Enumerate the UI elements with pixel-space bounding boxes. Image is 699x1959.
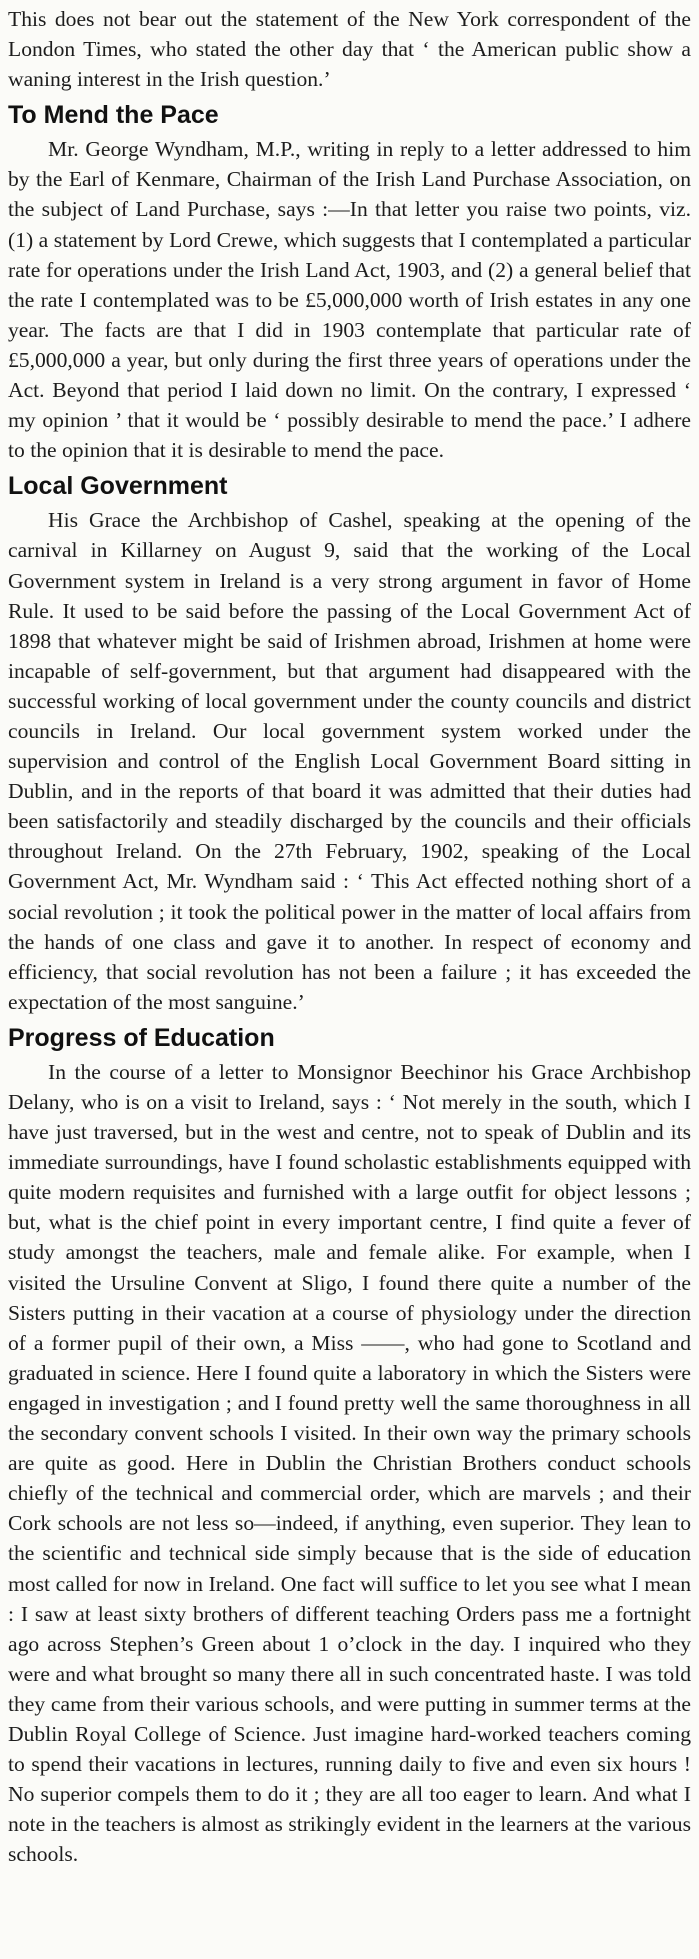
- paragraph-progress-of-education: In the course of a letter to Monsignor Beechinor his Grace Archbishop Delany, who is on a visit to Ireland, says : ‘ Not merely in the south, which I have just traversed, but in the west and centre, not to speak of Dublin and its immediate surroundings, have I found scholastic establishments equipped with quite modern requisites and furnished with a large outfit for object lessons ; but, what is the chief point in every important centre, I find quite a fever of study amongst the teachers, male and female alike. For example, when I visited the Ursuline Convent at Sligo, I found there quite a number of the Sisters putting in their vacation at a course of physiology under the direction of a former pupil of their own, a Miss ——, who had gone to Scotland and graduated in science. Here I found quite a laboratory in which the Sisters were engaged in investigation ; and I found pretty well the same thoroughness in all the secondary convent schools I visited. In their own way the primary schools are quite as good. Here in Dublin the Christian Brothers conduct schools chiefly of the technical and commercial order, which are marvels ; and their Cork schools are not less so—indeed, if anything, even superior. They lean to the scientific and technical side simply because that is the side of education most called for now in Ireland. One fact will suffice to let you see what I mean : I saw at least sixty brothers of different teaching Orders pass me a fortnight ago across Stephen’s Green about 1 o’clock in the day. I inquired who they were and what brought so many there all in such concentrated haste. I was told they came from their various schools, and were putting in summer terms at the Dublin Royal College of Science. Just imagine hard-worked teachers coming to spend their vacations in lectures, running daily to five and even six hours ! No superior compels them to do it ; they are all too eager to learn. And what I note in the teachers is almost as strikingly evident in the learners at the various schools.: [8, 1059, 691, 1867]
- paragraph-to-mend-the-pace: Mr. George Wyndham, M.P., writing in reply to a letter addressed to him by the Earl of Kenmare, Chairman of the Irish Land Purchase Association, on the subject of Land Purchase, says :—In that letter you raise two points, viz. (1) a statement by Lord Crewe, which suggests that I contemplated a particular rate for operations under the Irish Land Act, 1903, and (2) a general belief that the rate I contemplated was to be £5,000,000 worth of Irish estates in any one year. The facts are that I did in 1903 contemplate that particular rate of £5,000,000 a year, but only during the first three years of operations under the Act. Beyond that period I laid down no limit. On the contrary, I expressed ‘ my opinion ’ that it would be ‘ possibly desirable to mend the pace.’ I adhere to the opinion that it is desirable to mend the pace.: [8, 137, 691, 463]
- paragraph-local-government: His Grace the Archbishop of Cashel, speaking at the opening of the carnival in Killarney on August 9, said that the working of the Local Government system in Ireland is a very strong argument in favor of Home Rule. It used to be said before the passing of the Local Government Act of 1898 that whatever might be said of Irishmen abroad, Irishmen at home were incapable of self-government, but that argument had disappeared with the successful working of local government under the county councils and district councils in Ireland. Our local government system worked under the supervision and control of the English Local Government Board sitting in Dublin, and in the reports of that board it was admitted that their duties had been satisfactorily and steadily discharged by the councils and their officials throughout Ireland. On the 27th February, 1902, speaking of the Local Government Act, Mr. Wyndham said : ‘ This Act effected nothing short of a social revolution ; it took the political power in the matter of local affairs from the hands of one class and gave it to another. In respect of economy and efficiency, that social revolution has not been a failure ; it has exceeded the expectation of the most sanguine.’: [8, 508, 691, 1014]
- heading-local-government: Local Government: [8, 472, 228, 501]
- intro-paragraph: This does not bear out the statement of the New York correspondent of the London Times, who stated the other day that ‘ the American public show a waning interest in the Irish question.’: [8, 7, 691, 92]
- heading-progress-of-education: Progress of Education: [8, 1023, 275, 1052]
- heading-to-mend-the-pace: To Mend the Pace: [8, 101, 219, 130]
